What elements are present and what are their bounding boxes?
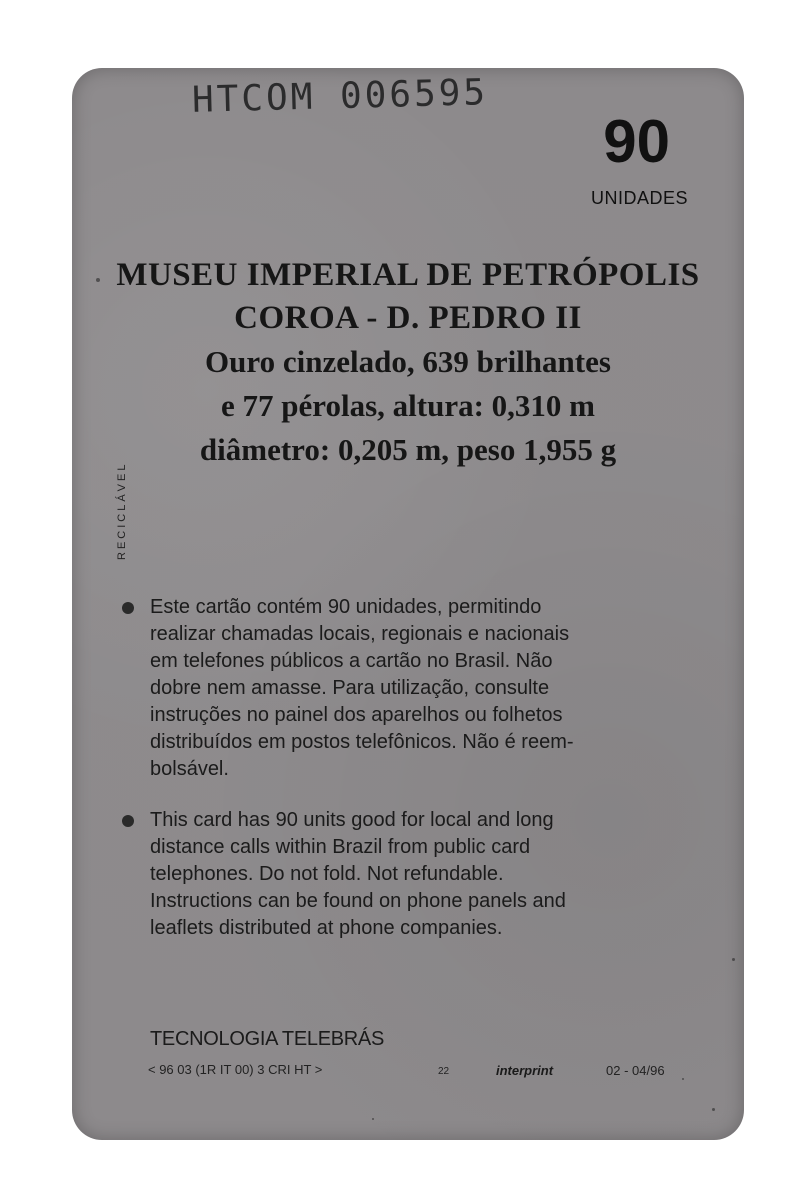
- bullet-line: bolsável.: [150, 758, 229, 780]
- footer-number: 22: [438, 1066, 450, 1077]
- bullet-line: dobre nem amasse. Para utilização, consulte: [150, 677, 550, 699]
- bullet-line: realizar chamadas locais, regionais e nacionais: [150, 623, 570, 645]
- bullet-portuguese: [122, 594, 712, 783]
- footer-brand: TECNOLOGIA TELEBRÁS: [150, 1028, 385, 1050]
- units-number: 90: [603, 108, 670, 175]
- speck: [682, 1078, 684, 1080]
- bullet-line: distribuídos em postos telefônicos. Não é reem-: [150, 731, 574, 753]
- speck: [96, 278, 100, 282]
- card-heading: [72, 254, 744, 472]
- units-label: UNIDADES: [590, 188, 688, 208]
- bullet-line: em telefones públicos a cartão no Brasil. Não: [150, 650, 553, 672]
- printer-logo: interprint: [496, 1063, 554, 1078]
- handwritten-note: HTCOM 006595: [191, 72, 489, 121]
- bullet-line: leaflets distributed at phone companies.: [150, 917, 503, 939]
- bullet-line: Instructions can be found on phone panels and: [150, 890, 566, 912]
- bullet-dot-icon: [122, 815, 134, 827]
- footer-code: < 96 03 (1R IT 00) 3 CRI HT >: [148, 1062, 323, 1077]
- bullet-line: distance calls within Brazil from public card: [150, 836, 531, 858]
- speck: [732, 958, 735, 961]
- phone-card: [72, 68, 744, 1140]
- bullet-english: [122, 807, 712, 942]
- heading-line-diameter: diâmetro: 0,205 m, peso 1,955 g: [199, 432, 617, 467]
- heading-line-museum: MUSEU IMPERIAL DE PETRÓPOLIS: [116, 257, 700, 293]
- speck: [712, 1108, 715, 1111]
- info-bullets: [122, 594, 712, 966]
- footer-date: 02 - 04/96: [606, 1063, 665, 1078]
- recyclable-label: RECICLÁVEL: [116, 461, 128, 560]
- heading-line-crown: COROA - D. PEDRO II: [234, 300, 582, 336]
- speck: [372, 1118, 374, 1120]
- bullet-line: instruções no painel dos aparelhos ou folhetos: [150, 704, 563, 726]
- heading-line-material: Ouro cinzelado, 639 brilhantes: [205, 344, 611, 379]
- bullet-line: telephones. Do not fold. Not refundable.: [150, 863, 504, 885]
- heading-line-pearls: e 77 pérolas, altura: 0,310 m: [221, 388, 595, 423]
- bullet-dot-icon: [122, 602, 134, 614]
- bullet-line: Este cartão contém 90 unidades, permitindo: [150, 596, 542, 618]
- bullet-line: This card has 90 units good for local and long: [150, 809, 554, 831]
